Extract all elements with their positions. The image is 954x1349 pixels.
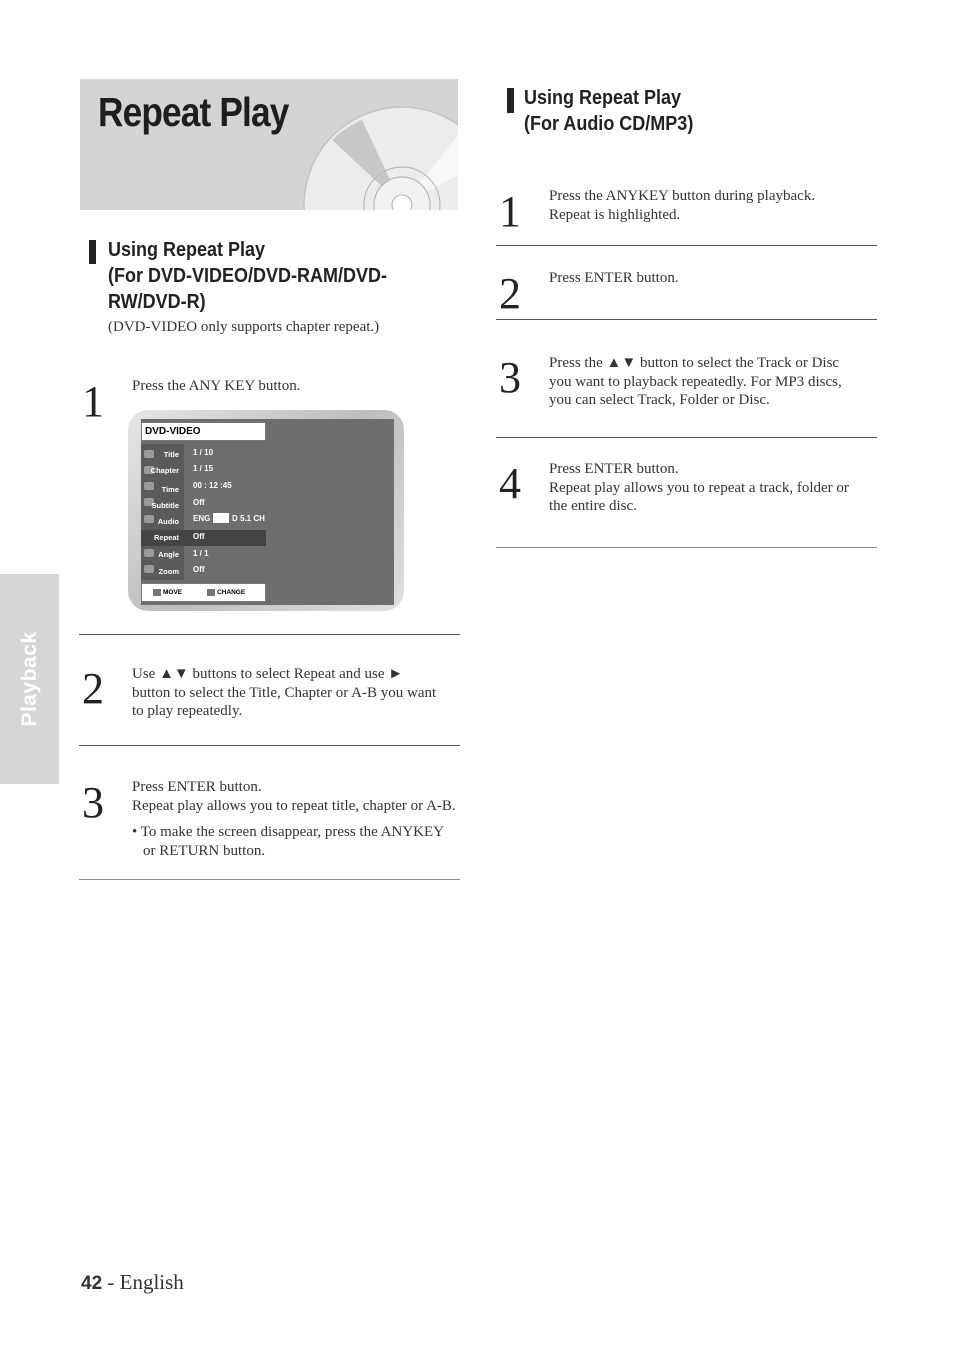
osd-label-time: Time: [161, 485, 179, 494]
osd-move-hint: [153, 584, 182, 601]
page-footer: [81, 1270, 184, 1295]
osd-value-repeat: Off: [193, 532, 205, 541]
dolby-icon: [213, 513, 229, 523]
heading-line: Using Repeat Play: [108, 239, 266, 261]
osd-footer: [141, 583, 266, 602]
osd-value-angle: 1 / 1: [193, 549, 209, 558]
osd-label-angle: Angle: [158, 550, 179, 559]
leftright-icon: [207, 589, 215, 596]
osd-value-chapter: 1 / 15: [193, 464, 214, 473]
step-text: [549, 187, 815, 224]
divider: [79, 634, 460, 635]
step-line: to play repeatedly.: [132, 703, 243, 719]
divider: [496, 319, 877, 320]
step-number: 2: [499, 269, 521, 318]
updown-icon: [153, 589, 161, 596]
step-line: Press ENTER button.: [549, 270, 679, 286]
osd-label-audio: Audio: [157, 517, 179, 526]
osd-label-title: Title: [163, 450, 179, 459]
step-line: Press ENTER button.: [549, 461, 679, 477]
step-line: Press the ▲▼ button to select the Track or Disc: [549, 355, 840, 371]
osd-label-zoom: Zoom: [158, 567, 179, 576]
osd-value-zoom: Off: [193, 565, 205, 574]
heading-line: Using Repeat Play: [524, 87, 682, 109]
step-line: Press ENTER button.: [132, 779, 262, 795]
step-line: the entire disc.: [549, 498, 637, 514]
step-line: you can select Track, Folder or Disc.: [549, 392, 770, 408]
step-text: [132, 377, 300, 396]
bullet-line: or RETURN button.: [143, 842, 266, 859]
heading-line: (For Audio CD/MP3): [524, 113, 694, 135]
heading-line: RW/DVD-R): [108, 291, 206, 313]
osd-value-time: 00 : 12 :45: [193, 481, 232, 490]
step-number: 2: [82, 664, 104, 713]
step-line: you want to playback repeatedly. For MP3 discs,: [549, 373, 842, 390]
divider: [79, 745, 460, 746]
dvd-note: (DVD-VIDEO only supports chapter repeat.): [108, 319, 380, 335]
osd-label-subtitle: Subtitle: [151, 501, 179, 510]
osd-sidebar: [141, 444, 184, 580]
page-title: Repeat Play: [98, 89, 289, 135]
divider: [496, 437, 877, 438]
divider: [496, 245, 877, 246]
side-tab-playback: [0, 574, 59, 784]
step-number: 1: [499, 187, 521, 236]
step-number: 1: [82, 377, 104, 426]
step-line: Repeat play allows you to repeat title, chapter or A-B.: [132, 797, 456, 814]
right-section-heading: [524, 85, 693, 137]
osd-label-repeat: Repeat: [153, 533, 179, 542]
heading-marker: [507, 88, 514, 113]
divider: [496, 547, 877, 548]
osd-value-subtitle: Off: [193, 498, 205, 507]
step-number: 3: [499, 353, 521, 402]
step-line: Use ▲▼ buttons to select Repeat and use ►: [132, 666, 404, 682]
heading-line: (For DVD-VIDEO/DVD-RAM/DVD-: [108, 265, 387, 287]
divider: [79, 879, 460, 880]
step-line: button to select the Title, Chapter or A-B you want: [132, 684, 437, 701]
step-line: Press the ANY KEY button.: [132, 378, 301, 394]
disc-icon: [302, 105, 458, 210]
page-number: 42: [81, 1273, 103, 1294]
step-number: 3: [82, 778, 104, 827]
osd-move-label: MOVE: [163, 589, 183, 596]
step-line: Repeat play allows you to repeat a track, folder or: [549, 479, 849, 496]
step-text: [132, 665, 436, 721]
footer-language: - English: [102, 1270, 184, 1294]
step-line: Press the ANYKEY button during playback.: [549, 188, 816, 204]
title-banner: [80, 79, 458, 210]
heading-marker: [89, 240, 96, 264]
osd-value-title: 1 / 10: [193, 448, 214, 457]
osd-label-chapter: Chapter: [150, 466, 179, 475]
osd-header: DVD-VIDEO: [141, 422, 266, 441]
osd-change-hint: [207, 584, 245, 601]
step-line: Repeat is highlighted.: [549, 206, 681, 223]
left-section-heading: [108, 237, 387, 315]
osd-value-audio-format: D 5.1 CH: [232, 514, 265, 523]
step-number: 4: [499, 459, 521, 508]
step-text: [549, 354, 842, 410]
bullet-line: • To make the screen disappear, press the ANYKEY: [132, 824, 444, 840]
step-text: [549, 269, 679, 288]
step-bullet: [132, 823, 444, 860]
osd-value-audio: ENG: [193, 514, 211, 523]
step-text: [549, 460, 849, 516]
side-tab-label: Playback: [17, 631, 41, 727]
step-text: [132, 778, 456, 815]
osd-change-label: CHANGE: [217, 589, 246, 596]
